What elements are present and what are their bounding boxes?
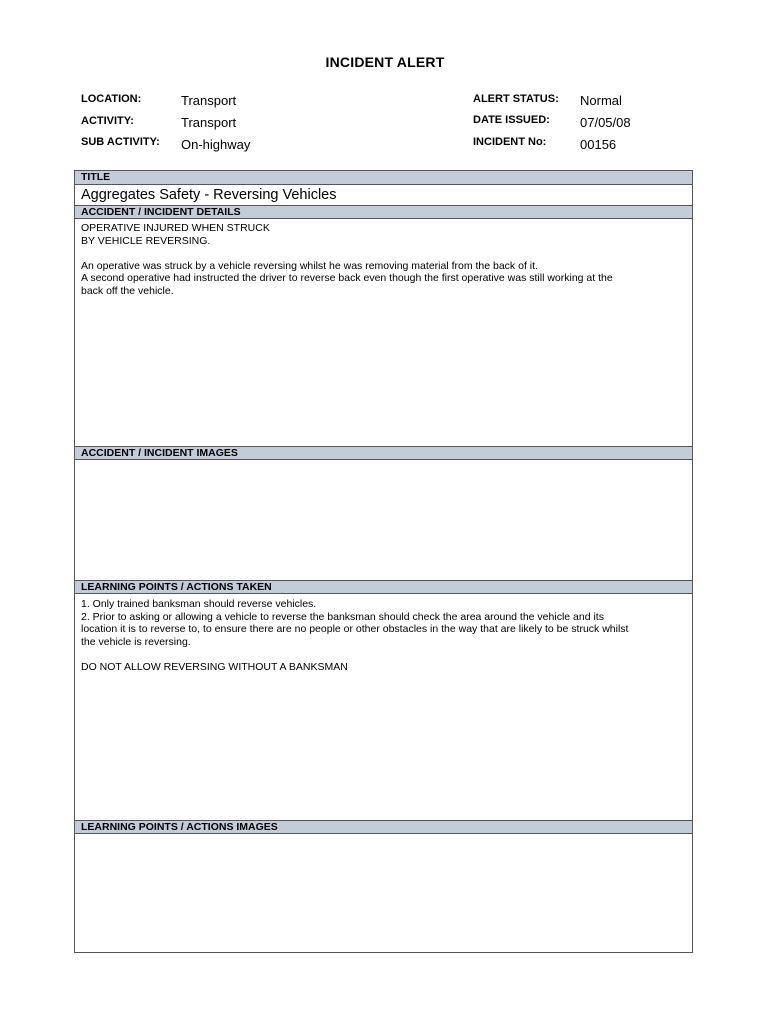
date-issued-value: 07/05/08 (580, 115, 631, 130)
learning-line: location it is to reverse to, to ensure there are no people or other obstacles in the way that are likely to be struck whilst (81, 623, 629, 636)
alert-status-label: ALERT STATUS: (473, 93, 559, 105)
details-line: An operative was struck by a vehicle reversing whilst he was removing material from the back of it. (81, 259, 538, 272)
location-label: LOCATION: (81, 93, 142, 105)
learning-line: 1. Only trained banksman should reverse vehicles. (81, 598, 317, 610)
learning-line: the vehicle is reversing. (81, 635, 191, 648)
incident-no-value: 00156 (580, 137, 617, 152)
learning-line: 2. Prior to asking or allowing a vehicle to reverse the banksman should check the area around the vehicle and its (81, 610, 604, 623)
learning-images-section-header: LEARNING POINTS / ACTIONS IMAGES (75, 820, 692, 834)
details-line: BY VEHICLE REVERSING. (81, 234, 211, 247)
details-body (81, 222, 686, 298)
location-value: Transport (181, 93, 237, 108)
activity-value: Transport (181, 115, 237, 130)
images-section-header: ACCIDENT / INCIDENT IMAGES (75, 446, 692, 460)
title-section-header: TITLE (75, 171, 692, 185)
date-issued-label: DATE ISSUED: (473, 114, 550, 126)
alert-status-value: Normal (580, 93, 622, 108)
document-title: INCIDENT ALERT (325, 54, 445, 70)
incident-title: Aggregates Safety - Reversing Vehicles (81, 187, 337, 203)
learning-body (81, 598, 686, 674)
learning-line: DO NOT ALLOW REVERSING WITHOUT A BANKSMAN (81, 660, 348, 673)
learning-section-header: LEARNING POINTS / ACTIONS TAKEN (75, 580, 692, 594)
details-line: OPERATIVE INJURED WHEN STRUCK (81, 222, 270, 234)
incident-no-label: INCIDENT No: (473, 136, 547, 148)
details-line: back off the vehicle. (81, 284, 174, 297)
details-section-header: ACCIDENT / INCIDENT DETAILS (75, 205, 692, 219)
activity-label: ACTIVITY: (81, 115, 134, 127)
incident-form (74, 170, 693, 953)
sub-activity-value: On-highway (181, 137, 251, 152)
sub-activity-label: SUB ACTIVITY: (81, 136, 160, 148)
details-line: A second operative had instructed the driver to reverse back even though the first operative was still working at the (81, 272, 613, 285)
